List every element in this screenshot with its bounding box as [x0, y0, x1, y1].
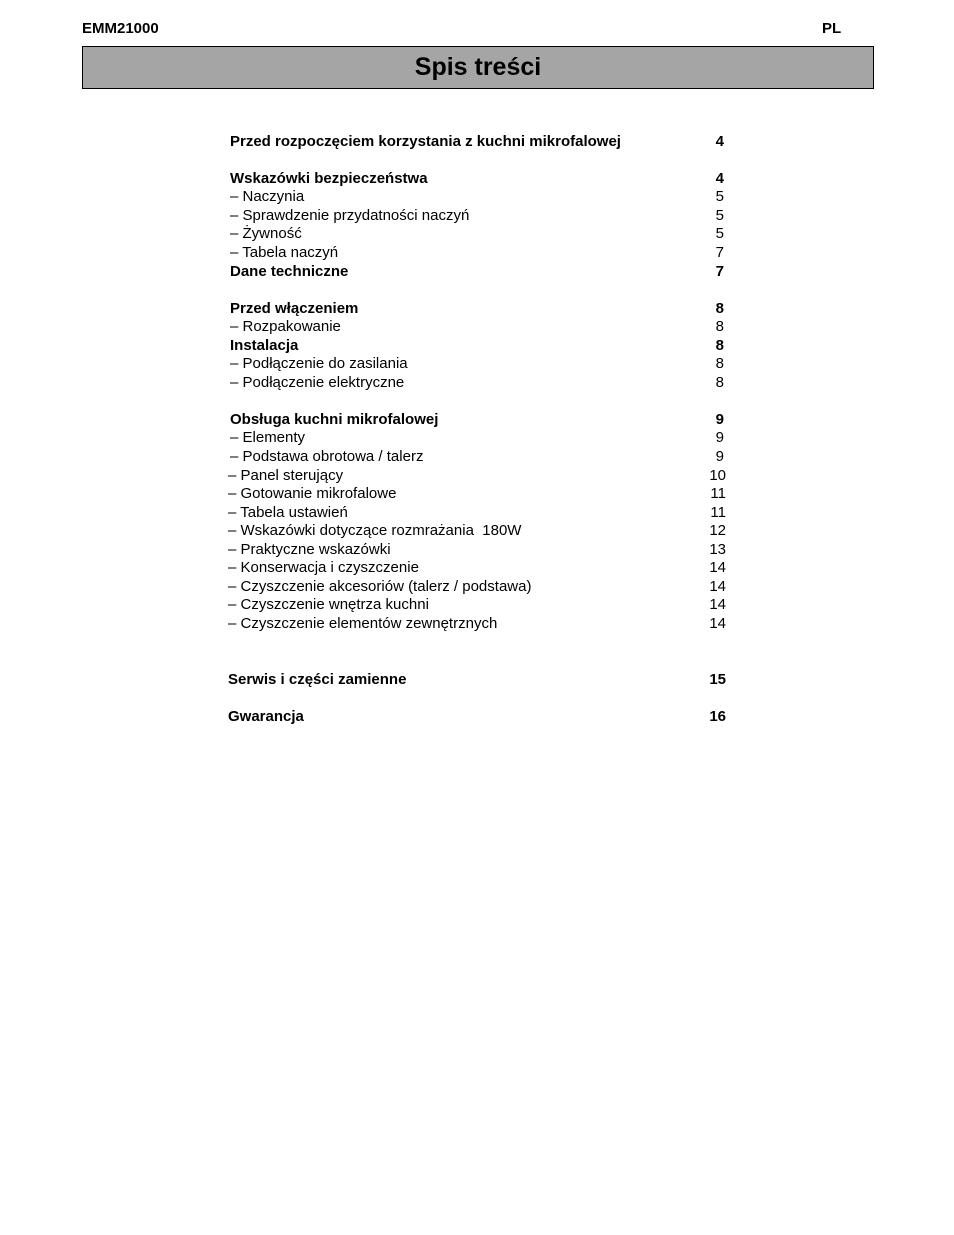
toc-entry [230, 244, 724, 262]
toc-entry-page: 15 [709, 671, 726, 688]
toc-entry [230, 263, 724, 281]
toc-entry-title: – Elementy [230, 429, 306, 446]
toc-entry-title: – Sprawdzenie przydatności naczyń [230, 207, 470, 224]
toc-entry-page: 9 [715, 448, 724, 465]
toc-entry [230, 188, 724, 206]
toc-entry-page: 7 [715, 244, 724, 261]
toc-entry-page: 9 [715, 411, 724, 428]
toc-entry-title: – Podłączenie do zasilania [230, 355, 408, 372]
toc-entry [228, 596, 726, 614]
toc-entry-page: 8 [715, 318, 724, 335]
toc-entry-page: 5 [715, 207, 724, 224]
toc-entry-title: – Panel sterujący [228, 467, 344, 484]
toc-entry [228, 522, 726, 540]
language-code: PL [822, 20, 842, 37]
toc-entry-title: Przed włączeniem [230, 300, 359, 317]
toc-entry-page: 9 [715, 429, 724, 446]
toc-entry [230, 337, 724, 355]
toc-entry [230, 355, 724, 373]
toc-entry [228, 541, 726, 559]
toc-entry-title: – Czyszczenie elementów zewnętrznych [228, 615, 498, 632]
toc-entry-page: 10 [709, 467, 726, 484]
model-number: EMM21000 [82, 20, 159, 37]
toc-entry-title: – Tabela naczyń [230, 244, 339, 261]
toc-entry [228, 708, 726, 726]
toc-entry-title: – Podłączenie elektryczne [230, 374, 405, 391]
toc-entry-page: 7 [715, 263, 724, 280]
toc-entry-title: – Rozpakowanie [230, 318, 341, 335]
toc-entry-title: – Praktyczne wskazówki [228, 541, 391, 558]
toc-entry-page: 8 [715, 300, 724, 317]
toc-entry-page: 8 [715, 374, 724, 391]
toc-entry-page: 13 [709, 541, 726, 558]
toc-entry [230, 225, 724, 243]
toc-entry-title: Dane techniczne [230, 263, 349, 280]
toc-entry-page: 14 [709, 559, 726, 576]
toc-entry [230, 318, 724, 336]
toc-entry-page: 14 [709, 615, 726, 632]
toc-entry-title: Wskazówki bezpieczeństwa [230, 170, 428, 187]
toc-entry-title: Serwis i części zamienne [228, 671, 407, 688]
toc-entry-page: 5 [715, 188, 724, 205]
toc-entry-title: – Czyszczenie wnętrza kuchni [228, 596, 429, 613]
toc-entry-title: – Czyszczenie akcesoriów (talerz / podstawa) [228, 578, 532, 595]
toc-entry-page: 4 [715, 133, 724, 150]
toc-entry-page: 4 [715, 170, 724, 187]
toc-entry-page: 11 [710, 504, 726, 521]
toc-entry-title: – Podstawa obrotowa / talerz [230, 448, 424, 465]
toc-entry-page: 11 [710, 485, 726, 502]
toc-entry-page: 16 [709, 708, 726, 725]
toc-entry [228, 578, 726, 596]
toc-entry-title: Przed rozpoczęciem korzystania z kuchni mikrofalowej [230, 133, 621, 150]
toc-entry [230, 207, 724, 225]
toc-entry-title: Instalacja [230, 337, 299, 354]
toc-entry [230, 374, 724, 392]
toc-entry-title: Obsługa kuchni mikrofalowej [230, 411, 439, 428]
toc-entry-page: 8 [715, 355, 724, 372]
toc-entry-page: 8 [715, 337, 724, 354]
toc-entry [228, 485, 726, 503]
toc-entry-title: – Wskazówki dotyczące rozmrażania 180W [228, 522, 522, 539]
toc-entry [230, 411, 724, 429]
toc-entry [228, 504, 726, 522]
toc-entry [230, 133, 724, 151]
page-title: Spis treści [82, 46, 874, 89]
toc-entry [230, 300, 724, 318]
toc-entry-page: 5 [715, 225, 724, 242]
toc-entry-title: – Tabela ustawień [228, 504, 348, 521]
toc-entry [228, 467, 726, 485]
toc-entry-page: 12 [709, 522, 726, 539]
toc-entry [230, 448, 724, 466]
toc-entry [228, 671, 726, 689]
toc-entry-title: Gwarancja [228, 708, 304, 725]
toc-entry-title: – Konserwacja i czyszczenie [228, 559, 419, 576]
toc-entry [230, 429, 724, 447]
toc-entry-title: – Naczynia [230, 188, 305, 205]
toc-entry [228, 615, 726, 633]
toc-entry-title: – Gotowanie mikrofalowe [228, 485, 397, 502]
toc-entry-title: – Żywność [230, 225, 302, 242]
toc-entry [228, 559, 726, 577]
toc-entry-page: 14 [709, 578, 726, 595]
toc-entry [230, 170, 724, 188]
toc-entry-page: 14 [709, 596, 726, 613]
